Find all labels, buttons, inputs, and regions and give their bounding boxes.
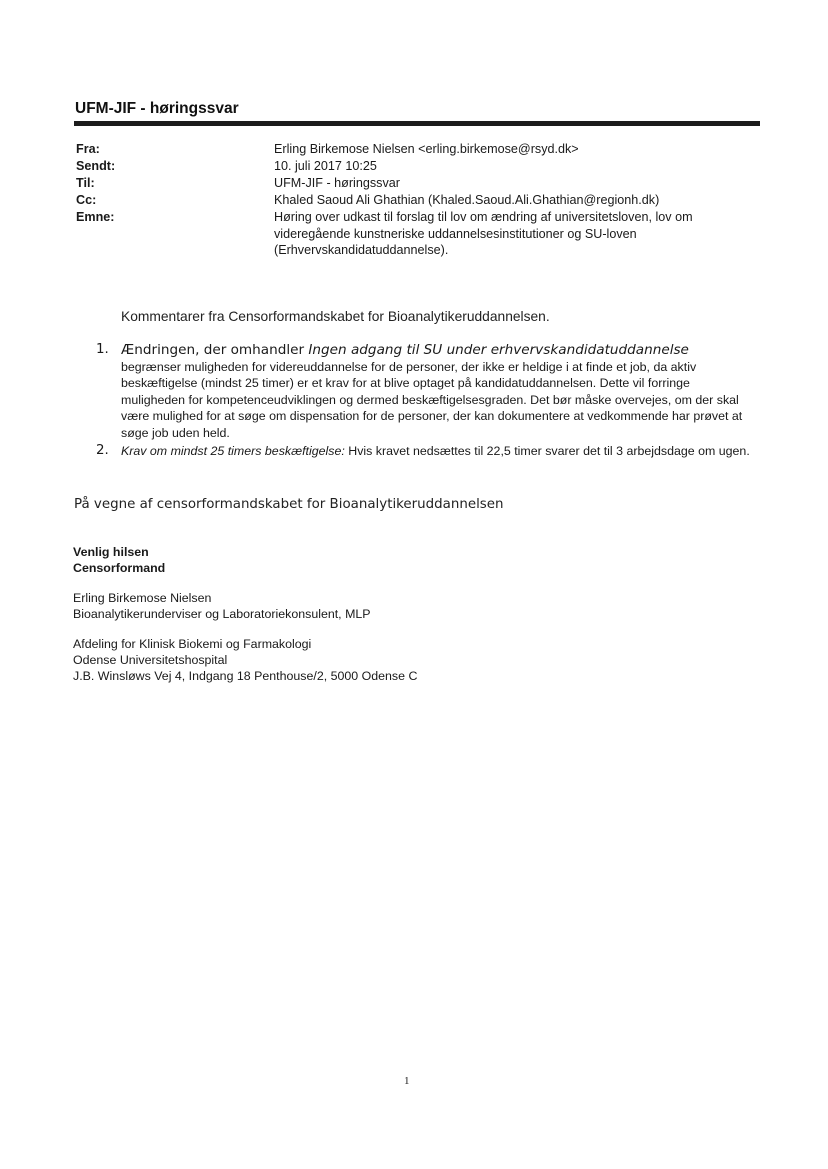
- comment-heading: Kommentarer fra Censorformandskabet for Bioanalytikeruddannelsen.: [121, 309, 550, 324]
- closing-address: J.B. Winsløws Vej 4, Indgang 18 Penthouse/2, 5000 Odense C: [73, 669, 418, 683]
- header-label-cc: Cc:: [76, 193, 97, 207]
- sign-line: På vegne af censorformandskabet for Bioanalytikeruddannelsen: [74, 497, 504, 512]
- list-item-text: begrænser muligheden for videreuddannelse for de personer, der ikke er heldige i at finde et job, da aktiv beskæftigelse (mindst 25 timer) er et krav for at blive optaget på kandidatuddannelsen. Dette vil forringe muligheden for kompetenceudviklingen og dermed beskæftigelsesgraden. Det bør måske overvejes, om der skal være mulighed for at søge om dispensation for de personer, der kan dokumentere at vedkommende har prøvet at søge job uden held.: [121, 359, 743, 440]
- header-label-subject: Emne:: [76, 210, 115, 224]
- list-item-italic: Krav om mindst 25 timers beskæftigelse:: [121, 443, 345, 458]
- header-label-to: Til:: [76, 176, 95, 190]
- list-item-pre: Ændringen, der omhandler: [121, 342, 309, 358]
- closing-greeting: Venlig hilsen: [73, 545, 149, 559]
- header-label-from: Fra:: [76, 142, 100, 156]
- header-value-sent: 10. juli 2017 10:25: [274, 159, 377, 173]
- closing-role: Censorformand: [73, 561, 166, 575]
- page-number: 1: [404, 1075, 410, 1087]
- header-label-sent: Sendt:: [76, 159, 116, 173]
- title-rule: [74, 121, 760, 126]
- list-item-italic: Ingen adgang til SU under erhvervskandidatuddannelse: [308, 342, 689, 358]
- page-title: UFM-JIF - høringssvar: [75, 100, 239, 117]
- closing-name: Erling Birkemose Nielsen: [73, 591, 212, 605]
- header-value-subject: Høring over udkast til forslag til lov om ændring af universitetsloven, lov om videregående kunstneriske uddannelsesinstitutioner og SU-loven (Erhvervskandidatuddannelse).: [274, 210, 693, 257]
- list-item: [96, 342, 750, 442]
- list-number: 2.: [96, 442, 109, 458]
- closing-hospital: Odense Universitetshospital: [73, 653, 228, 667]
- header-value-cc: Khaled Saoud Ali Ghathian (Khaled.Saoud.Ali.Ghathian@regionh.dk): [274, 193, 660, 207]
- comment-list: [96, 342, 750, 460]
- closing-dept: Afdeling for Klinisk Biokemi og Farmakologi: [73, 637, 312, 651]
- list-number: 1.: [96, 342, 109, 357]
- list-item-text: Hvis kravet nedsættes til 22,5 timer svarer det til 3 arbejdsdage om ugen.: [344, 443, 750, 458]
- header-value-to: UFM-JIF - høringssvar: [274, 176, 400, 190]
- list-item: [96, 443, 750, 460]
- closing-title: Bioanalytikerunderviser og Laboratoriekonsulent, MLP: [73, 607, 371, 621]
- header-value-from: Erling Birkemose Nielsen <erling.birkemose@rsyd.dk>: [274, 142, 579, 156]
